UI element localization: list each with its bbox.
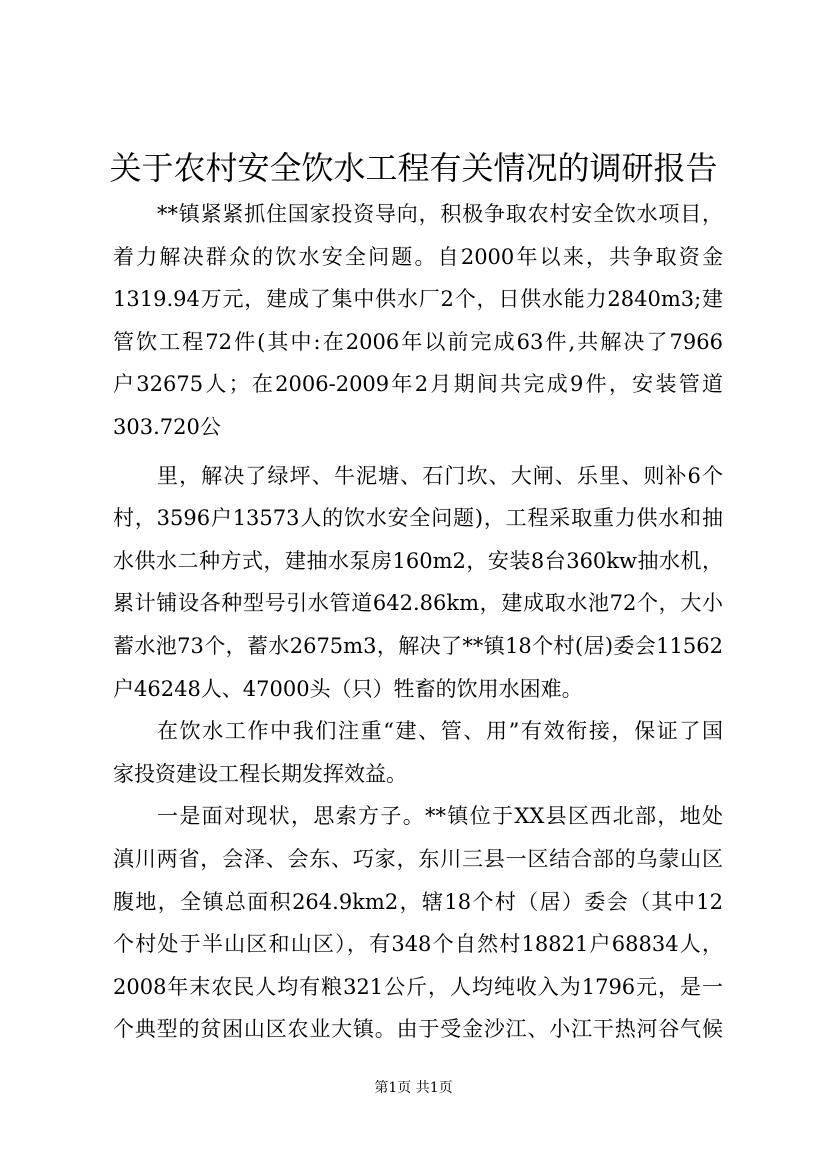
text-line: 管饮工程72件(其中:在2006年以前完成63件,共解决了7966 <box>113 329 723 354</box>
text-line: 303.720公 <box>113 414 221 439</box>
document-title: 关于农村安全饮水工程有关情况的调研报告 <box>109 149 718 187</box>
text-line: 着力解决群众的饮水安全问题。自2000年以来，共争取资金 <box>113 244 723 269</box>
text-line: 腹地，全镇总面积264.9km2，辖18个村（居）委会（其中12 <box>113 889 723 914</box>
text-line: 累计铺设各种型号引水管道642.86km，建成取水池72个，大小 <box>113 591 723 616</box>
text-line: 2008年末农民人均有粮321公斤，人均纯收入为1796元，是一 <box>113 974 723 999</box>
text-line: **镇紧紧抓住国家投资导向，积极争取农村安全饮水项目， <box>157 202 723 226</box>
document-body <box>113 193 723 1051</box>
page-number-footer: 第1页 共1页 <box>374 1080 453 1096</box>
text-line: 滇川两省，会泽、会东、巧家，东川三县一区结合部的乌蒙山区 <box>113 846 723 871</box>
text-line: 里，解决了绿坪、牛泥塘、石门坎、大闸、乐里、则补6个 <box>157 463 723 488</box>
text-line: 蓄水池73个，蓄水2675m3，解决了**镇18个村(居)委会11562 <box>113 633 723 658</box>
text-line: 户32675人；在2006-2009年2月期间共完成9件，安装管道 <box>113 372 723 397</box>
text-line: 1319.94万元，建成了集中供水厂2个，日供水能力2840m3;建 <box>113 287 723 312</box>
text-line: 村，3596户13573人的饮水安全问题)，工程采取重力供水和抽 <box>113 506 723 531</box>
text-line: 户46248人、47000头（只）牲畜的饮用水困难。 <box>113 676 583 701</box>
text-line: 一是面对现状，思索方子。**镇位于XX县区西北部，地处 <box>157 804 723 829</box>
text-line: 个典型的贫困山区农业大镇。由于受金沙江、小江干热河谷气候 <box>113 1017 723 1042</box>
text-line: 家投资建设工程长期发挥效益。 <box>113 761 407 786</box>
text-line: 在饮水工作中我们注重“建、管、用”有效衔接，保证了国 <box>157 719 723 744</box>
text-line: 水供水二种方式，建抽水泵房160m2，安装8台360kw抽水机， <box>113 548 723 573</box>
text-line: 个村处于半山区和山区），有348个自然村18821户68834人， <box>113 932 723 957</box>
